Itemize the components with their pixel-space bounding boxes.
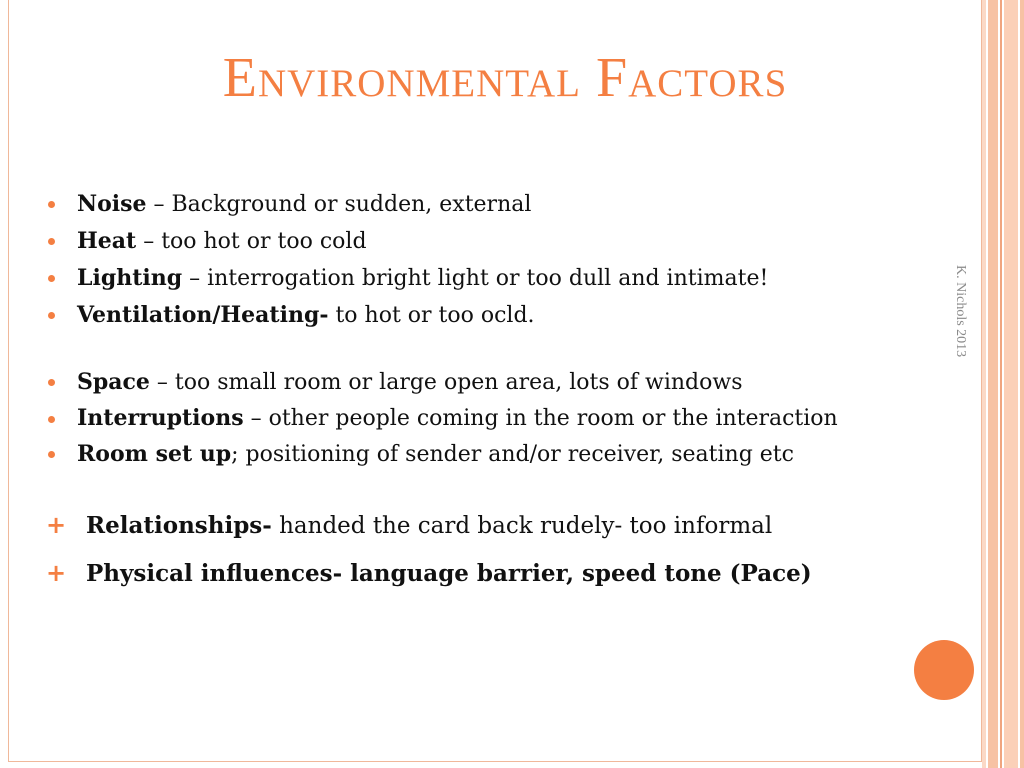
plus-term: Physical influences- language barrier, speed tone (Pace) <box>86 560 812 587</box>
bullet-icon <box>48 201 55 208</box>
bullet-term: Space <box>77 369 150 395</box>
list-item <box>44 405 924 432</box>
plus-text: handed the card back rudely- too informal <box>271 513 773 539</box>
decorative-stripe <box>988 0 998 768</box>
decorative-circle <box>914 640 974 700</box>
list-item <box>44 301 924 330</box>
side-credit: K. Nichols 2013 <box>953 265 968 358</box>
list-item <box>44 227 924 256</box>
list-item <box>44 190 924 219</box>
bullet-icon <box>48 238 55 245</box>
bullet-icon <box>48 312 55 319</box>
list-item <box>44 440 924 469</box>
bullet-text: – other people coming in the room or the interaction <box>243 406 838 431</box>
decorative-stripe <box>1004 0 1018 768</box>
list-item <box>44 368 924 397</box>
list-item <box>44 511 924 541</box>
bullet-icon <box>48 379 55 386</box>
bullet-term: Ventilation/Heating- <box>77 302 329 328</box>
decorative-stripe <box>982 0 986 768</box>
bullet-term: Interruptions <box>77 405 244 431</box>
spacer <box>44 477 924 511</box>
spacer <box>44 338 924 368</box>
plus-icon: + <box>46 511 67 539</box>
list-item <box>44 559 924 589</box>
plus-icon: + <box>46 559 67 587</box>
bullet-text: to hot or too ocld. <box>328 303 535 328</box>
bullet-term: Heat <box>77 228 137 254</box>
bullet-text: – too hot or too cold <box>136 229 367 254</box>
bullet-text: – interrogation bright light or too dull and intimate! <box>182 266 769 291</box>
decorative-stripe <box>1000 0 1002 768</box>
decorative-stripe <box>1020 0 1024 768</box>
bullet-icon <box>48 416 55 423</box>
bullet-text: – too small room or large open area, lots of windows <box>149 370 743 395</box>
bullet-icon <box>48 275 55 282</box>
bullet-term: Room set up <box>77 441 232 467</box>
bullet-term: Lighting <box>77 265 183 291</box>
slide-content <box>44 190 924 607</box>
plus-term: Relationships- <box>86 512 272 539</box>
bullet-text: ; positioning of sender and/or receiver, seating etc <box>231 442 794 467</box>
bullet-term: Noise <box>77 191 147 217</box>
bullet-text: – Background or sudden, external <box>146 192 532 217</box>
slide-title: Environmental Factors <box>222 47 788 109</box>
list-item <box>44 264 924 293</box>
bullet-icon <box>48 451 55 458</box>
